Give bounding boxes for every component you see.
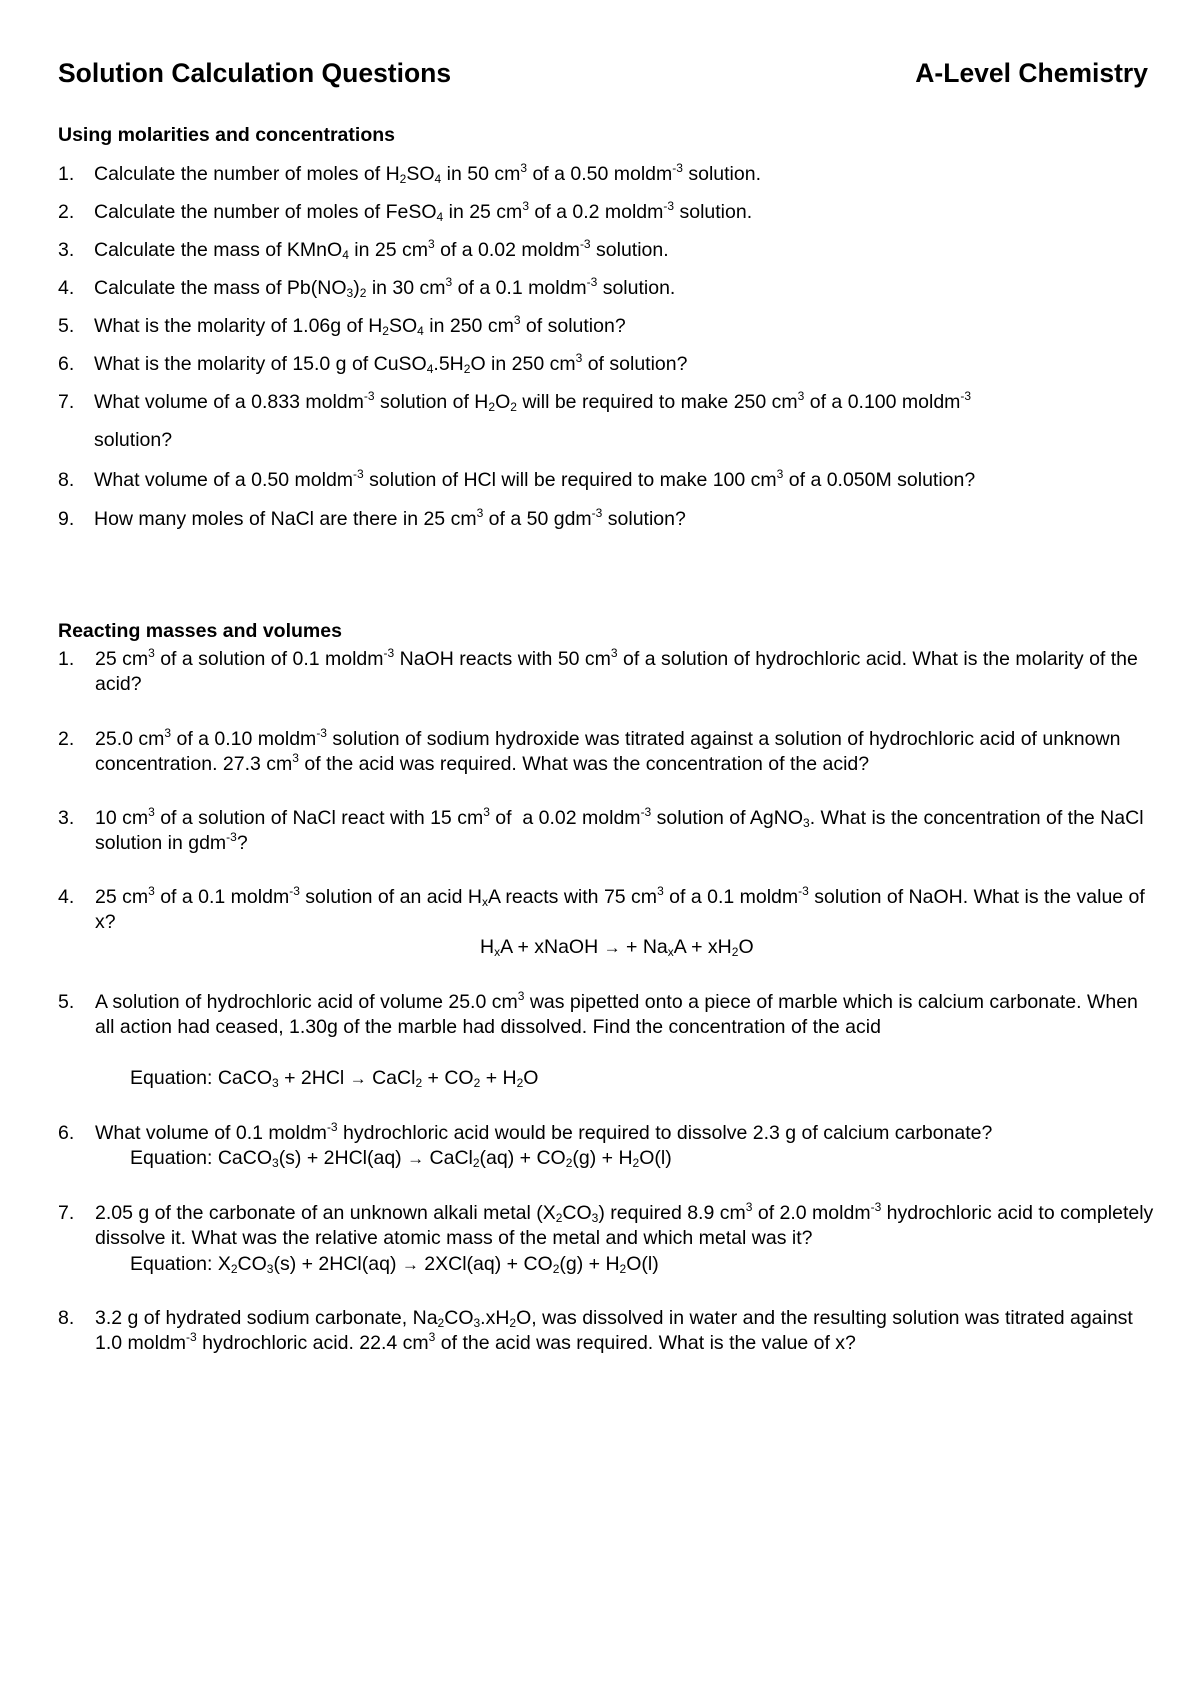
section-heading-molarities: Using molarities and concentrations xyxy=(58,124,395,146)
question-1-6 xyxy=(58,352,1158,377)
question-text: 25 $cm^3$ of a solution of 0.1 moldm$^{-3}$ NaOH reacts with 50 $cm^3$ of a solution of hydrochloric acid. What is the molarity of the acid? xyxy=(95,646,1138,695)
equation-2-4: $H_xA$ + xNaOH → + $Na_xA + xH_2O$ xyxy=(480,936,754,959)
question-number: 1. xyxy=(58,163,75,185)
question-number: 8. xyxy=(58,469,75,491)
question-text: What volume of a 0.50 moldm$^{-3}$ solution of HCl will be required to make 100 $cm^3$ of a 0.050M solution? xyxy=(94,467,976,491)
question-text: What is the molarity of 15.0 g of $CuSO_4.5H_2O$ in 250 $cm^3$ of solution? xyxy=(94,351,688,376)
question-number: 2. xyxy=(58,201,75,223)
question-2-5 xyxy=(58,990,1158,1040)
question-number: 8. xyxy=(58,1307,75,1329)
equation-2-7: Equation: $X_2CO_3(s) + 2HCl(aq) \to 2XCl(aq) + CO_2(g) + H_2O(l)$ xyxy=(130,1253,659,1276)
question-text: A solution of hydrochloric acid of volume 25.0 $cm^3$ was pipetted onto a piece of marble which is calcium carbonate. When all action had ceased, 1.30g of the marble had dissolved. Find the concentration of the acid xyxy=(95,989,1138,1038)
question-text: How many moles of NaCl are there in 25 $cm^3$ of a 50 gdm$^{-3}$ solution? xyxy=(94,506,686,530)
question-1-3 xyxy=(58,238,1158,263)
question-text: What is the molarity of 1.06g of $H_2SO_4$ in 250 $cm^3$ of solution? xyxy=(94,313,626,338)
question-text: 25 $cm^3$ of a 0.1 moldm$^{-3}$ solution of an acid $H_xA$ reacts with 75 $cm^3$ of a 0.1 moldm$^{-3}$ solution of NaOH. What is the value of x? xyxy=(95,884,1145,933)
question-1-8 xyxy=(58,468,1158,493)
question-2-7 xyxy=(58,1201,1158,1251)
question-text: What volume of 0.1 moldm$^{-3}$ hydrochloric acid would be required to dissolve 2.3 g of calcium carbonate? xyxy=(95,1120,993,1144)
question-1-1 xyxy=(58,162,1158,187)
question-number: 5. xyxy=(58,991,75,1013)
question-2-8 xyxy=(58,1306,1158,1356)
question-number: 3. xyxy=(58,807,75,829)
question-number: 4. xyxy=(58,886,75,908)
equation-2-5: Equation: CaCO$_3$ + 2HCl → CaCl$_2$ + $CO_2 + H_2O$ xyxy=(130,1067,539,1090)
question-text: 25.0 $cm^3$ of a 0.10 moldm$^{-3}$ solution of sodium hydroxide was titrated against a solution of hydrochloric acid of unknown concentration. 27.3 $cm^3$ of the acid was required. What was the concentration of the acid? xyxy=(95,726,1121,775)
question-1-4 xyxy=(58,276,1158,301)
question-2-3 xyxy=(58,806,1158,856)
section-heading-reacting-masses: Reacting masses and volumes xyxy=(58,620,342,642)
question-1-7 xyxy=(58,390,1158,453)
question-number: 3. xyxy=(58,239,75,261)
question-text: Calculate the number of moles of $H_2SO_4$ in 50 $cm^3$ of a 0.50 moldm$^{-3}$ solution. xyxy=(94,161,762,186)
question-number: 7. xyxy=(58,1202,75,1224)
question-text: 10 $cm^3$ of a solution of NaCl react with 15 $cm^3$ of a 0.02 moldm$^{-3}$ solution of AgNO$_3$. What is the concentration of the NaCl solution in gdm$^{-3}$? xyxy=(95,805,1144,854)
page-title: Solution Calculation Questions xyxy=(58,57,452,88)
question-text: Calculate the number of moles of FeSO$_4$ in 25 $cm^3$ of a 0.2 moldm$^{-3}$ solution. xyxy=(94,199,753,224)
question-text: 3.2 g of hydrated sodium carbonate, $Na_2CO_3.xH_2O$, was dissolved in water and the resulting solution was titrated against 1.0 moldm$^{-3}$ hydrochloric acid. 22.4 $cm^3$ of the acid was required. What is the value of x? xyxy=(95,1307,1133,1354)
question-2-1 xyxy=(58,647,1158,697)
question-text: 2.05 g of the carbonate of an unknown alkali metal $(X_2CO_3)$ required 8.9 $cm^3$ of 2.0 moldm$^{-3}$ hydrochloric acid to completely dissolve it. What was the relative atomic mass of the metal and which metal was it? xyxy=(95,1200,1154,1249)
question-number: 6. xyxy=(58,353,75,375)
question-text: Calculate the mass of $Pb(NO_3)_2$ in 30 $cm^3$ of a 0.1 moldm$^{-3}$ solution. xyxy=(94,275,676,300)
question-number: 1. xyxy=(58,648,75,670)
page-header xyxy=(58,56,1148,90)
question-number: 9. xyxy=(58,508,75,530)
question-1-5 xyxy=(58,314,1158,339)
equation-2-6: Equation: CaCO$_3$(s) + 2HCl(aq) → CaCl$_2$(aq) + $CO_2(g) + H_2O(l)$ xyxy=(130,1147,672,1170)
question-text: What volume of a 0.833 moldm$^{-3}$ solution of $H_2O_2$ will be required to make 250 $cm^3$ of a 0.100 moldm$^{-3}$ solution? xyxy=(94,389,972,451)
question-1-2 xyxy=(58,200,1158,225)
question-number: 4. xyxy=(58,277,75,299)
question-2-4 xyxy=(58,885,1158,935)
question-number: 5. xyxy=(58,315,75,337)
subject-label: A-Level Chemistry xyxy=(915,57,1148,88)
question-1-9 xyxy=(58,507,1158,532)
question-number: 7. xyxy=(58,391,75,413)
question-2-6 xyxy=(58,1121,1158,1146)
question-number: 6. xyxy=(58,1122,75,1144)
question-text: Calculate the mass of KMnO$_4$ in 25 $cm^3$ of a 0.02 moldm$^{-3}$ solution. xyxy=(94,237,669,262)
question-2-2 xyxy=(58,727,1158,777)
question-number: 2. xyxy=(58,728,75,750)
